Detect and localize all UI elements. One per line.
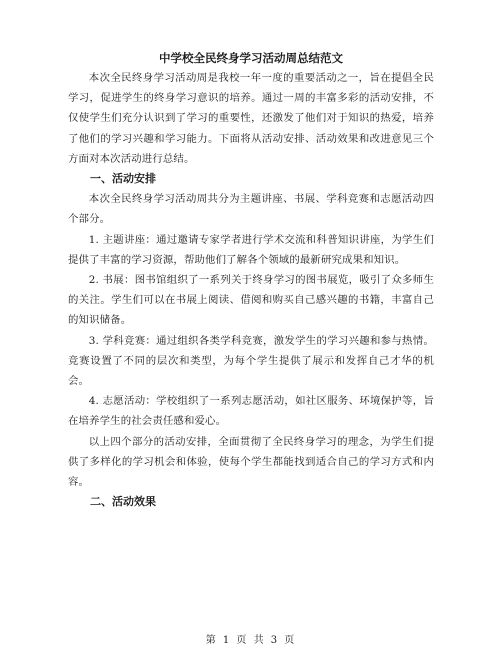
document-page — [68, 48, 434, 512]
item-lectures-paragraph: 1. 主题讲座：通过邀请专家学者进行学术交流和科普知识讲座，为学生们提供了丰富的学习资源，帮助他们了解各个领域的最新研究成果和知识。 — [68, 233, 434, 266]
section-heading-activity-effect: 二、活动效果 — [90, 495, 156, 509]
intro-paragraph: 本次全民终身学习活动周是我校一年一度的重要活动之一，旨在提倡全民学习，促进学生的终身学习意识的培养。通过一周的丰富多彩的活动安排，不仅使学生们充分认识到了学习的重要性，还激发了他们对于知识的热爱，培养了他们的学习兴趣和学习能力。下面将从活动安排、活动效果和改进意见三个方面对本次活动进行总结。 — [68, 72, 434, 165]
section1-summary-paragraph: 以上四个部分的活动安排，全面贯彻了全民终身学习的理念，为学生们提供了多样化的学习机会和体验，使每个学生都能找到适合自己的学习方式和内容。 — [68, 435, 434, 489]
page-number-footer: 第 1 页 共 3 页 — [205, 635, 297, 646]
item-competition-paragraph: 3. 学科竞赛：通过组织各类学科竞赛，激发学生的学习兴趣和参与热情。竞赛设置了不同的层次和类型，为每个学生提供了展示和发挥自己才华的机会。 — [68, 334, 434, 388]
item-volunteer-paragraph: 4. 志愿活动：学校组织了一系列志愿活动，如社区服务、环境保护等，旨在培养学生的社会责任感和爱心。 — [68, 395, 434, 428]
item-book-fair-paragraph: 2. 书展：图书馆组织了一系列关于终身学习的图书展览，吸引了众多师生的关注。学生们可以在书展上阅读、借阅和购买自己感兴趣的书籍，丰富自己的知识储备。 — [68, 274, 434, 327]
document-title: 中学校全民终身学习活动周总结范文 — [159, 51, 343, 65]
section-heading-activity-arrangement: 一、活动安排 — [90, 172, 156, 186]
section1-intro-paragraph: 本次全民终身学习活动周共分为主题讲座、书展、学科竞赛和志愿活动四个部分。 — [68, 193, 434, 226]
